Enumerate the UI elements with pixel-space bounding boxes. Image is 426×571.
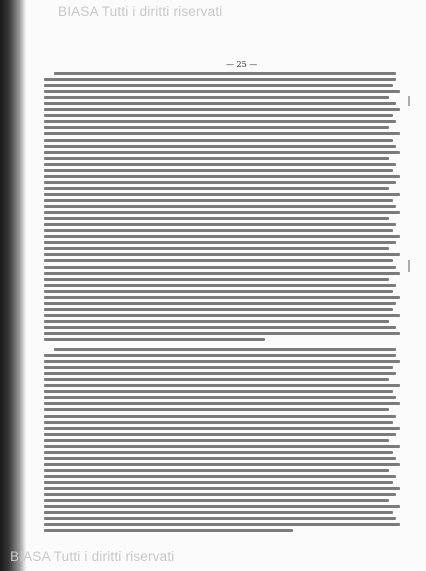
paragraph-2 — [44, 348, 400, 538]
text-line — [44, 241, 396, 244]
text-line — [44, 523, 400, 526]
text-line — [44, 314, 400, 317]
margin-mark — [408, 260, 410, 272]
text-line — [44, 247, 389, 250]
text-line — [44, 396, 396, 399]
text-line — [44, 517, 396, 520]
watermark-bottom: BIASA Tutti i diritti riservati — [10, 549, 175, 564]
text-line — [44, 439, 389, 442]
text-line — [44, 229, 393, 232]
text-line — [44, 493, 396, 496]
text-line — [44, 78, 396, 81]
binding-shadow — [0, 0, 26, 571]
text-line — [44, 132, 400, 135]
text-line — [44, 217, 389, 220]
text-line — [44, 145, 396, 148]
text-line — [54, 348, 396, 351]
text-line — [44, 199, 393, 202]
text-line — [44, 102, 396, 105]
text-line — [44, 151, 400, 154]
text-line — [44, 223, 396, 226]
watermark-top: BIASA Tutti i diritti riservati — [58, 4, 223, 19]
text-line — [44, 326, 396, 329]
text-line — [44, 366, 393, 369]
margin-mark — [408, 96, 410, 106]
text-line — [44, 390, 393, 393]
text-line — [44, 120, 396, 123]
text-line — [44, 205, 396, 208]
text-line — [44, 451, 393, 454]
text-line — [44, 235, 400, 238]
text-line — [44, 427, 400, 430]
text-line — [44, 332, 400, 335]
text-line — [44, 445, 400, 448]
text-line — [44, 284, 396, 287]
text-line — [44, 354, 396, 357]
text-line — [44, 139, 393, 142]
text-line — [44, 457, 396, 460]
text-line — [44, 384, 400, 387]
text-line — [44, 475, 396, 478]
text-line — [44, 402, 400, 405]
text-line — [44, 408, 389, 411]
text-line — [44, 187, 389, 190]
text-line — [44, 211, 400, 214]
text-line — [44, 290, 393, 293]
text-line — [44, 481, 393, 484]
text-line — [44, 157, 389, 160]
text-line — [44, 529, 293, 532]
text-line — [44, 259, 393, 262]
text-line — [44, 505, 400, 508]
text-line — [44, 114, 393, 117]
text-line — [44, 253, 400, 256]
text-line — [44, 278, 389, 281]
text-line — [44, 108, 400, 111]
text-line — [44, 469, 389, 472]
text-line — [44, 421, 393, 424]
text-line — [44, 126, 389, 129]
text-line — [44, 163, 396, 166]
text-line — [44, 372, 396, 375]
text-line — [44, 415, 396, 418]
text-line — [44, 378, 389, 381]
text-line — [44, 433, 396, 436]
text-line — [44, 308, 393, 311]
text-line — [44, 511, 393, 514]
text-line — [44, 175, 400, 178]
text-line — [44, 302, 396, 305]
page-number: — 25 — — [226, 60, 258, 69]
text-line — [44, 487, 400, 490]
text-line — [44, 84, 393, 87]
paragraph-1 — [44, 72, 400, 344]
text-line — [44, 90, 400, 93]
text-line — [44, 338, 265, 341]
text-line — [44, 266, 396, 269]
text-line — [44, 272, 400, 275]
text-line — [44, 360, 400, 363]
text-line — [44, 96, 389, 99]
text-line — [44, 193, 400, 196]
text-line — [44, 181, 396, 184]
text-line — [54, 72, 396, 75]
text-line — [44, 320, 389, 323]
text-line — [44, 463, 400, 466]
text-line — [44, 296, 400, 299]
text-line — [44, 169, 393, 172]
text-line — [44, 499, 389, 502]
